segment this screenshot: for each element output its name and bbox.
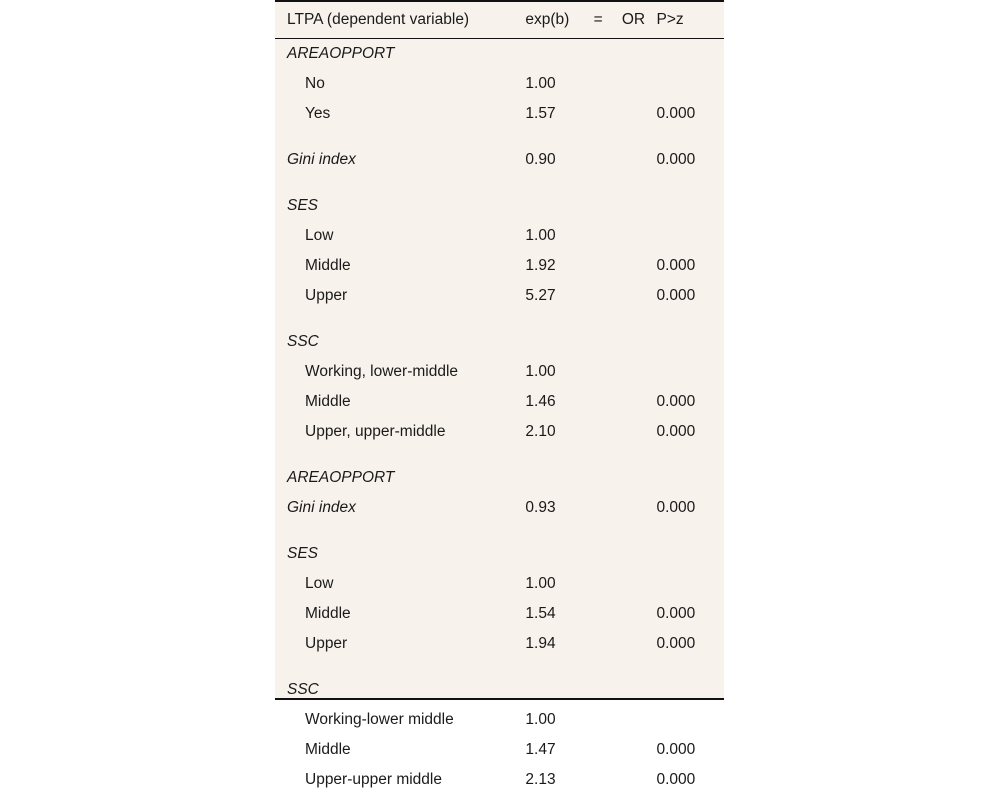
row-equals-cell bbox=[586, 251, 611, 281]
table-row bbox=[275, 675, 724, 705]
row-p-value bbox=[657, 69, 725, 99]
table-row bbox=[275, 145, 724, 175]
table-row bbox=[275, 251, 724, 281]
row-group-label: Gini index bbox=[275, 493, 525, 523]
row-or-cell bbox=[611, 251, 657, 281]
spacer-cell bbox=[275, 311, 724, 327]
table-row bbox=[275, 221, 724, 251]
row-p-value bbox=[657, 705, 725, 735]
row-group-label: SSC bbox=[275, 675, 525, 705]
table-row bbox=[275, 99, 724, 129]
table-row bbox=[275, 599, 724, 629]
row-p-value bbox=[657, 569, 725, 599]
table-spacer-row bbox=[275, 175, 724, 191]
row-or-cell bbox=[611, 765, 657, 795]
row-equals-cell bbox=[586, 417, 611, 447]
table-row bbox=[275, 281, 724, 311]
table-spacer-row bbox=[275, 659, 724, 675]
row-or-cell bbox=[611, 569, 657, 599]
row-p-value bbox=[657, 463, 725, 493]
row-group-label: SES bbox=[275, 191, 525, 221]
row-equals-cell bbox=[586, 463, 611, 493]
row-exp-b-value: 1.92 bbox=[525, 251, 586, 281]
row-exp-b-value: 1.94 bbox=[525, 629, 586, 659]
row-or-cell bbox=[611, 69, 657, 99]
column-header-variable: LTPA (dependent variable) bbox=[275, 1, 525, 39]
row-p-value: 0.000 bbox=[657, 765, 725, 795]
row-exp-b-value: 1.54 bbox=[525, 599, 586, 629]
row-p-value: 0.000 bbox=[657, 387, 725, 417]
row-equals-cell bbox=[586, 629, 611, 659]
row-group-label: AREAOPPORT bbox=[275, 463, 525, 493]
row-exp-b-value bbox=[525, 675, 586, 705]
regression-table bbox=[275, 0, 724, 795]
row-exp-b-value: 0.93 bbox=[525, 493, 586, 523]
row-or-cell bbox=[611, 629, 657, 659]
table-row bbox=[275, 705, 724, 735]
row-exp-b-value: 1.47 bbox=[525, 735, 586, 765]
row-or-cell bbox=[611, 327, 657, 357]
row-p-value: 0.000 bbox=[657, 493, 725, 523]
table-header-row bbox=[275, 1, 724, 39]
row-or-cell bbox=[611, 191, 657, 221]
table-row bbox=[275, 569, 724, 599]
row-p-value: 0.000 bbox=[657, 99, 725, 129]
row-equals-cell bbox=[586, 145, 611, 175]
row-equals-cell bbox=[586, 765, 611, 795]
table-row bbox=[275, 191, 724, 221]
row-group-label: Gini index bbox=[275, 145, 525, 175]
column-header-equals: = bbox=[586, 1, 611, 39]
table-bottom-rule bbox=[275, 698, 724, 700]
spacer-cell bbox=[275, 175, 724, 191]
row-p-value bbox=[657, 221, 725, 251]
row-item-label: Low bbox=[275, 221, 525, 251]
row-p-value: 0.000 bbox=[657, 417, 725, 447]
row-or-cell bbox=[611, 675, 657, 705]
row-exp-b-value: 1.00 bbox=[525, 569, 586, 599]
row-item-label: Working-lower middle bbox=[275, 705, 525, 735]
table-row bbox=[275, 629, 724, 659]
table-row bbox=[275, 387, 724, 417]
row-exp-b-value: 2.10 bbox=[525, 417, 586, 447]
row-or-cell bbox=[611, 387, 657, 417]
row-equals-cell bbox=[586, 69, 611, 99]
row-group-label: AREAOPPORT bbox=[275, 39, 525, 70]
row-item-label: Middle bbox=[275, 251, 525, 281]
row-item-label: Middle bbox=[275, 387, 525, 417]
row-item-label: Low bbox=[275, 569, 525, 599]
row-or-cell bbox=[611, 281, 657, 311]
row-p-value: 0.000 bbox=[657, 599, 725, 629]
row-or-cell bbox=[611, 539, 657, 569]
table-body bbox=[275, 39, 724, 795]
row-or-cell bbox=[611, 145, 657, 175]
row-p-value bbox=[657, 357, 725, 387]
row-equals-cell bbox=[586, 735, 611, 765]
row-exp-b-value: 5.27 bbox=[525, 281, 586, 311]
spacer-cell bbox=[275, 447, 724, 463]
row-equals-cell bbox=[586, 39, 611, 70]
row-or-cell bbox=[611, 39, 657, 70]
row-p-value bbox=[657, 539, 725, 569]
row-exp-b-value: 1.00 bbox=[525, 705, 586, 735]
row-item-label: Upper-upper middle bbox=[275, 765, 525, 795]
row-equals-cell bbox=[586, 539, 611, 569]
row-item-label: No bbox=[275, 69, 525, 99]
row-p-value: 0.000 bbox=[657, 629, 725, 659]
row-equals-cell bbox=[586, 221, 611, 251]
row-equals-cell bbox=[586, 99, 611, 129]
row-exp-b-value: 0.90 bbox=[525, 145, 586, 175]
row-equals-cell bbox=[586, 705, 611, 735]
row-group-label: SSC bbox=[275, 327, 525, 357]
row-exp-b-value: 1.00 bbox=[525, 357, 586, 387]
table-row bbox=[275, 417, 724, 447]
row-equals-cell bbox=[586, 387, 611, 417]
row-or-cell bbox=[611, 357, 657, 387]
table-row bbox=[275, 539, 724, 569]
row-p-value: 0.000 bbox=[657, 735, 725, 765]
row-exp-b-value: 1.00 bbox=[525, 69, 586, 99]
row-equals-cell bbox=[586, 599, 611, 629]
row-p-value: 0.000 bbox=[657, 281, 725, 311]
row-item-label: Upper bbox=[275, 281, 525, 311]
table-row bbox=[275, 765, 724, 795]
row-p-value bbox=[657, 675, 725, 705]
row-equals-cell bbox=[586, 191, 611, 221]
table-row bbox=[275, 69, 724, 99]
row-or-cell bbox=[611, 221, 657, 251]
table-spacer-row bbox=[275, 523, 724, 539]
table-row bbox=[275, 357, 724, 387]
row-or-cell bbox=[611, 735, 657, 765]
row-exp-b-value bbox=[525, 539, 586, 569]
table-spacer-row bbox=[275, 129, 724, 145]
spacer-cell bbox=[275, 659, 724, 675]
column-header-p: P>z bbox=[657, 1, 725, 39]
table-head bbox=[275, 1, 724, 39]
row-item-label: Working, lower-middle bbox=[275, 357, 525, 387]
table-spacer-row bbox=[275, 311, 724, 327]
row-equals-cell bbox=[586, 327, 611, 357]
row-equals-cell bbox=[586, 493, 611, 523]
table-row bbox=[275, 493, 724, 523]
row-group-label: SES bbox=[275, 539, 525, 569]
row-item-label: Yes bbox=[275, 99, 525, 129]
row-item-label: Middle bbox=[275, 735, 525, 765]
row-exp-b-value: 1.46 bbox=[525, 387, 586, 417]
row-exp-b-value bbox=[525, 191, 586, 221]
row-equals-cell bbox=[586, 675, 611, 705]
regression-table-panel bbox=[275, 0, 724, 700]
spacer-cell bbox=[275, 129, 724, 145]
table-row bbox=[275, 327, 724, 357]
row-item-label: Upper, upper-middle bbox=[275, 417, 525, 447]
row-exp-b-value bbox=[525, 39, 586, 70]
row-item-label: Middle bbox=[275, 599, 525, 629]
row-exp-b-value: 2.13 bbox=[525, 765, 586, 795]
row-exp-b-value: 1.00 bbox=[525, 221, 586, 251]
row-or-cell bbox=[611, 599, 657, 629]
row-or-cell bbox=[611, 705, 657, 735]
row-exp-b-value: 1.57 bbox=[525, 99, 586, 129]
table-spacer-row bbox=[275, 447, 724, 463]
column-header-exp-b: exp(b) bbox=[525, 1, 586, 39]
row-p-value bbox=[657, 327, 725, 357]
row-or-cell bbox=[611, 463, 657, 493]
row-item-label: Upper bbox=[275, 629, 525, 659]
row-equals-cell bbox=[586, 281, 611, 311]
row-or-cell bbox=[611, 99, 657, 129]
row-or-cell bbox=[611, 417, 657, 447]
row-p-value bbox=[657, 39, 725, 70]
table-row bbox=[275, 735, 724, 765]
spacer-cell bbox=[275, 523, 724, 539]
row-or-cell bbox=[611, 493, 657, 523]
table-row bbox=[275, 463, 724, 493]
row-p-value bbox=[657, 191, 725, 221]
row-exp-b-value bbox=[525, 327, 586, 357]
row-equals-cell bbox=[586, 569, 611, 599]
row-exp-b-value bbox=[525, 463, 586, 493]
column-header-or: OR bbox=[611, 1, 657, 39]
row-p-value: 0.000 bbox=[657, 251, 725, 281]
row-equals-cell bbox=[586, 357, 611, 387]
table-row bbox=[275, 39, 724, 70]
row-p-value: 0.000 bbox=[657, 145, 725, 175]
